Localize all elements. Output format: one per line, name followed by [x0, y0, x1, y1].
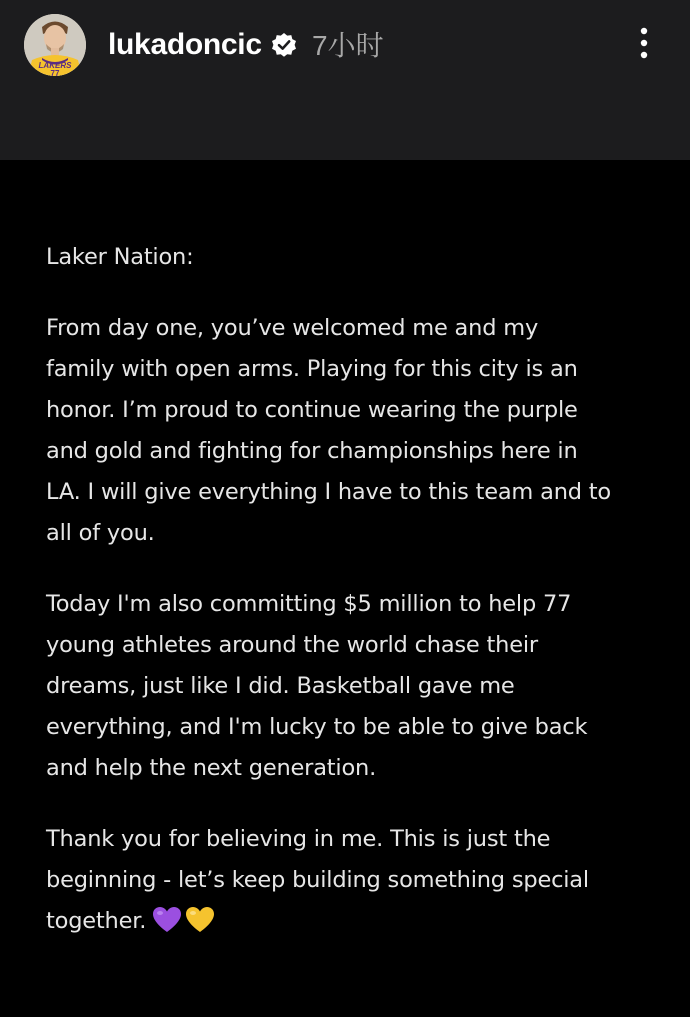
- paragraph-1-line: all of you.: [46, 520, 155, 546]
- paragraph-1-line: and gold and fighting for championships here in: [46, 438, 578, 464]
- greeting: Laker Nation:: [46, 244, 194, 270]
- post-letter: [46, 237, 666, 978]
- post-header: [0, 0, 690, 160]
- more-options-icon[interactable]: [629, 24, 659, 64]
- paragraph-1-line: From day one, you’ve welcomed me and my: [46, 315, 539, 341]
- paragraph-3: [46, 819, 666, 948]
- paragraph-3-line: Thank you for believing in me. This is just the: [46, 826, 551, 852]
- purple-heart-icon: [152, 906, 182, 934]
- paragraph-2-line: dreams, just like I did. Basketball gave me: [46, 673, 515, 699]
- post-time: 7小时: [312, 30, 384, 61]
- avatar-jersey-number: 77: [50, 69, 60, 76]
- paragraph-2-line: everything, and I'm lucky to be able to give back: [46, 714, 588, 740]
- paragraph-1-line: honor. I’m proud to continue wearing the purple: [46, 397, 578, 423]
- verified-badge-icon: [270, 31, 298, 59]
- avatar-image: [24, 14, 86, 76]
- paragraph-2-line: young athletes around the world chase their: [46, 632, 538, 658]
- paragraph-2-line: and help the next generation.: [46, 755, 377, 781]
- avatar[interactable]: [24, 14, 86, 76]
- paragraph-1-line: LA. I will give everything I have to this team and to: [46, 479, 611, 505]
- paragraph-1-line: family with open arms. Playing for this city is an: [46, 356, 578, 382]
- yellow-heart-icon: [185, 906, 215, 934]
- paragraph-3-last-line: [46, 901, 666, 948]
- paragraph-3-line: together.: [46, 908, 147, 934]
- hearts-emoji: [152, 906, 215, 948]
- paragraph-2: [46, 584, 666, 789]
- username[interactable]: lukadoncic: [108, 28, 262, 61]
- paragraph-3-line: beginning - let’s keep building something special: [46, 867, 589, 893]
- post-image: [0, 160, 690, 1017]
- paragraph-1: [46, 308, 666, 554]
- paragraph-2-line: Today I'm also committing $5 million to help 77: [46, 591, 572, 617]
- avatar-jersey-text: LAKERS: [38, 61, 72, 70]
